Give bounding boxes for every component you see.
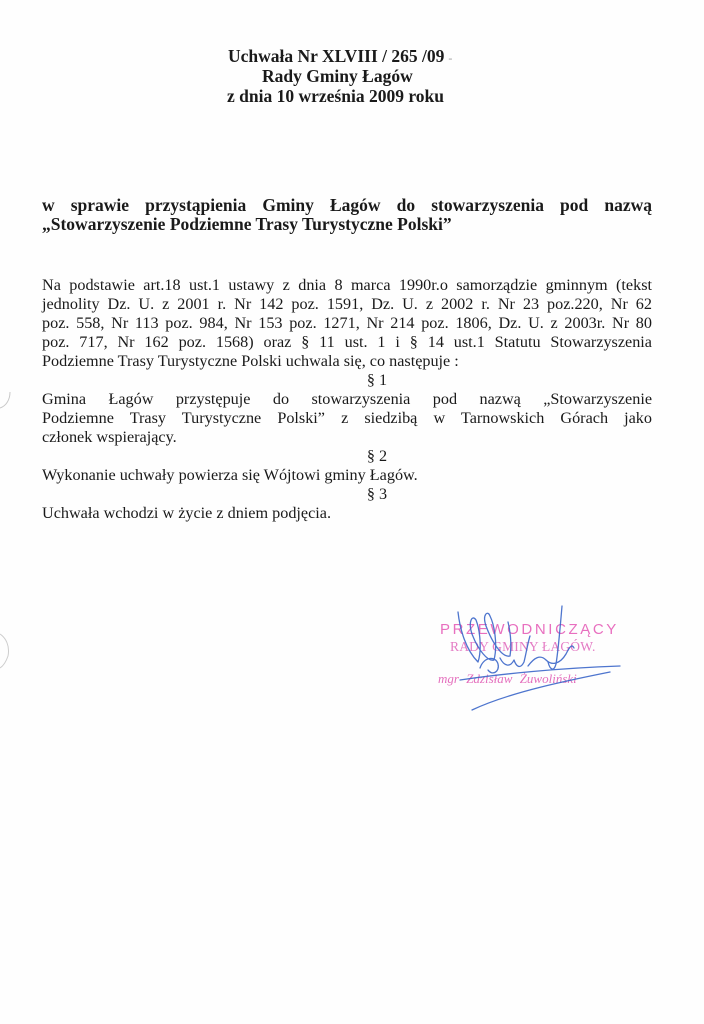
stamp-title: PRZEWODNICZĄCY	[440, 621, 619, 638]
subject-line-1: w sprawie przystąpienia Gminy Łagów do stowarzyszenia pod nazwą	[42, 195, 652, 215]
punch-hole-mark	[0, 380, 14, 410]
resolution-number-text: Uchwała Nr XLVIII / 265 /09	[228, 46, 445, 66]
section-2	[42, 447, 652, 485]
preamble-line: Podziemne Trasy Turystyczne Polski uchwala się, co następuje :	[42, 352, 459, 370]
resolution-subject	[42, 196, 652, 234]
signature-stroke	[500, 636, 530, 666]
preamble	[42, 276, 652, 371]
scan-mark: -	[448, 51, 453, 65]
handwritten-signature	[420, 600, 640, 720]
section-line: Gmina Łagów przystępuje do stowarzyszenia pod nazwą „Stowarzyszenie	[42, 390, 652, 408]
section-mark: § 1	[366, 371, 388, 389]
section-3	[42, 485, 652, 523]
signature-stroke	[460, 666, 620, 680]
signature-stroke	[458, 612, 511, 662]
preamble-line: poz. 717, Nr 162 poz. 1568) oraz § 11 ust. 1 i § 14 ust.1 Statutu Stowarzyszenia	[42, 333, 652, 351]
subject-line-2: „Stowarzyszenie Podziemne Trasy Turystyczne Polski”	[42, 214, 452, 234]
resolution-date: z dnia 10 września 2009 roku	[227, 86, 444, 106]
section-1	[42, 371, 652, 447]
section-line: Wykonanie uchwały powierza się Wójtowi gminy Łagów.	[42, 466, 418, 484]
resolution-body	[42, 276, 652, 523]
chairman-stamp	[420, 600, 640, 720]
section-mark: § 2	[366, 447, 388, 465]
section-line: członek wspierający.	[42, 428, 177, 446]
signature-stroke	[528, 646, 574, 666]
section-line: Podziemne Trasy Turystyczne Polski” z siedzibą w Tarnowskich Górach jako	[42, 409, 652, 427]
section-line: Uchwała wchodzi w życie z dniem podjęcia.	[42, 504, 332, 522]
preamble-line: poz. 558, Nr 113 poz. 984, Nr 153 poz. 1271, Nr 214 poz. 1806, Dz. U. z 2003r. Nr 80	[42, 314, 652, 332]
signature-stroke	[548, 606, 562, 669]
signature-stroke	[480, 658, 498, 672]
preamble-line: jednolity Dz. U. z 2001 r. Nr 142 poz. 1591, Dz. U. z 2002 r. Nr 23 poz.220, Nr 62	[42, 295, 652, 313]
council-name: Rady Gminy Łagów	[262, 66, 413, 86]
stamp-name: mgr Zdzisław Żuwoliński	[438, 671, 577, 686]
section-mark: § 3	[366, 485, 388, 503]
signature-stroke	[472, 672, 610, 710]
stamp-council: RADY GMINY ŁAGÓW.	[450, 639, 596, 654]
preamble-line: Na podstawie art.18 ust.1 ustawy z dnia 8 marca 1990r.o samorządzie gminnym (tekst	[42, 276, 652, 294]
punch-hole-mark	[0, 630, 14, 670]
resolution-number	[228, 46, 452, 68]
